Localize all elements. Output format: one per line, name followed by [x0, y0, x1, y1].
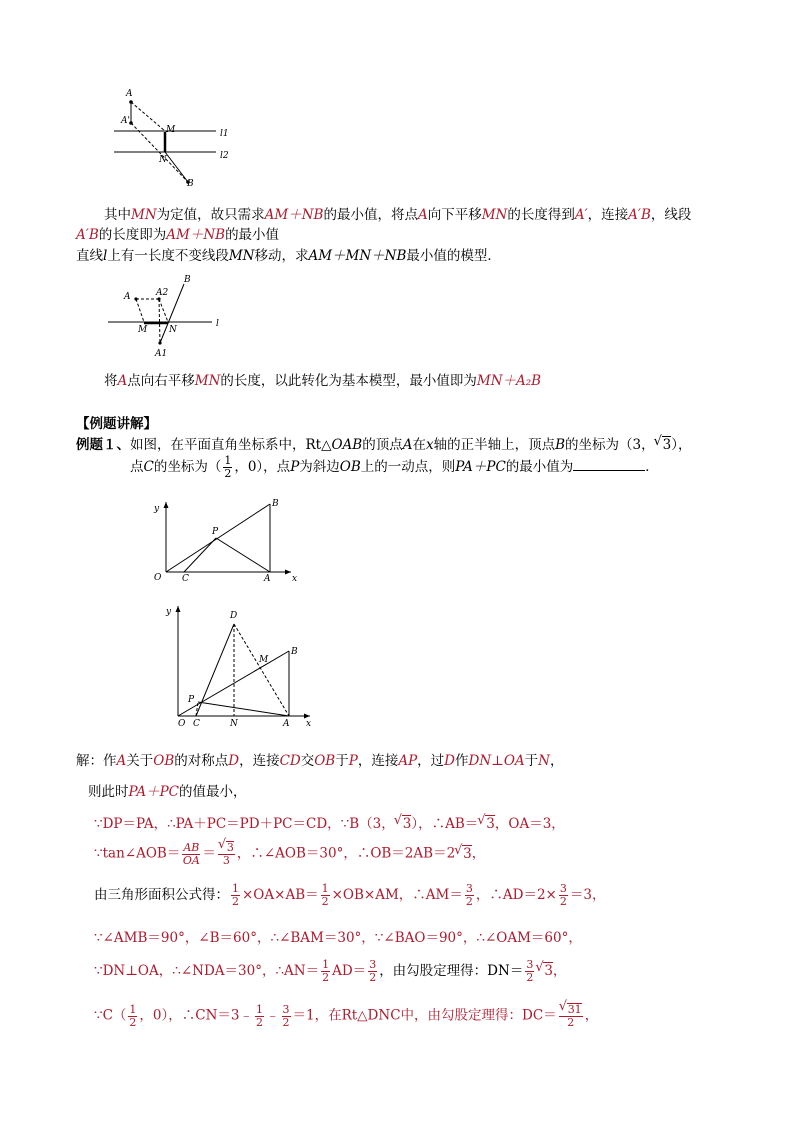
fig4-label-a: A [283, 719, 290, 729]
fig4-label-o: O [178, 719, 186, 729]
figure-solution-construction [158, 600, 318, 732]
paragraph-3: 将A点向右平移MN的长度，以此转化为基本模型，最小值即为MN＋A₂B [104, 373, 542, 389]
paragraph-2: 直线l上有一长度不变线段MN移动，求AM＋MN＋NB最小值的模型． [76, 248, 501, 264]
fig4-label-d: D [230, 611, 238, 621]
fig4-label-m: M [259, 655, 269, 665]
fig4-label-n: N [230, 719, 238, 729]
solution-line-4: ∵tan∠AOB＝ $\frac{AB}{OA}$ ＝ √ $\frac{3}{3}$ ，∴∠AOB＝30°，∴OB＝2AB＝2√ 3， [94, 841, 485, 867]
paragraph-1-line-1: 其中MN为定值，故只需求AM＋NB的最小值，将点A向下平移MN的长度得到A′，连接A′B，线段 [104, 207, 692, 223]
fig2-label-m: M [138, 325, 148, 335]
fig2-label-l: l [216, 319, 219, 329]
solution-line-3: ∵DP＝PA，∴PA＋PC＝PD＋PC＝CD，∵B（3，√ 3），∴AB＝√ 3，OA＝3， [94, 812, 565, 832]
fig1-label-l2: l2 [220, 151, 229, 161]
solution-line-5: 由三角形面积公式得： $\frac{1}{2}$ ×OA×AB＝ $\frac{1}{2}$ ×OB×AM，∴AM＝ $\frac{3}{2}$ ，∴AD＝2× $\frac{3}{2}$ ＝3， [94, 882, 606, 908]
fig3-label-y: y [154, 504, 160, 514]
example-line-1: 例题１、如图，在平面直角坐标系中，Rt△OAB的顶点A在x轴的正半轴上，顶点B的坐标为（3，√ 3）， [76, 433, 691, 453]
fig4-label-c: C [193, 719, 200, 729]
fig4-label-y: y [166, 607, 172, 617]
figure-translation-model-2 [104, 270, 224, 365]
fig3-label-p: P [212, 527, 219, 537]
fig3-label-b: B [272, 499, 279, 509]
fig1-label-a: A [126, 89, 133, 99]
fig1-label-b: B [187, 179, 194, 189]
example-line-2: 点C的坐标为（ $\frac{1}{2}$ ，0），点P为斜边OB上的一动点，则PA＋PC的最小值为 ． [130, 454, 659, 480]
figure-translation-model-1 [108, 84, 238, 189]
fig4-label-p: P [188, 695, 195, 705]
solution-line-8: ∵C（ $\frac{1}{2}$ ，0），∴CN＝3﹣ $\frac{1}{2}$ ﹣ $\frac{3}{2}$ ＝1，在Rt△DNC中，由勾股定理得：DC＝ √ $\frac{31}{2}$ ， [94, 1003, 598, 1029]
fig3-label-o: O [154, 573, 162, 583]
fig4-label-b: B [291, 647, 298, 657]
paragraph-1-line-2: A′B的长度即为AM＋NB的最小值 [76, 227, 280, 243]
fig4-label-x: x [306, 719, 312, 729]
fig3-label-a: A [264, 574, 271, 584]
figure-coordinate-problem [146, 496, 306, 588]
fig1-label-n: N [159, 155, 167, 165]
solution-line-7: ∵DN⊥OA，∴∠NDA＝30°，∴AN＝ $\frac{1}{2}$ AD＝ $\frac{3}{2}$ ，由勾股定理得：DN＝ $\frac{3}{2}$ √ 3， [94, 959, 566, 984]
fig2-label-a2: A2 [156, 288, 169, 298]
fig1-label-l1: l1 [220, 129, 229, 139]
solution-line-1: 解：作A关于OB的对称点D，连接CD交OB于P，连接AP，过D作DN⊥OA于N， [76, 753, 564, 769]
solution-line-6: ∵∠AMB＝90°，∠B＝60°，∴∠BAM＝30°，∵∠BAO＝90°，∴∠OAM＝60°， [94, 930, 582, 946]
fig2-label-a1: A1 [155, 349, 168, 359]
fig3-label-c: C [182, 574, 189, 584]
fig1-label-m: M [166, 125, 176, 135]
fig2-label-n: N [169, 325, 177, 335]
answer-blank [573, 470, 645, 471]
fig2-label-b: B [184, 275, 191, 285]
solution-line-2: 则此时PA＋PC的值最小， [88, 784, 247, 800]
fig3-label-x: x [292, 574, 298, 584]
section-title: 【例题讲解】 [76, 416, 157, 432]
fig1-label-a-prime: A' [121, 116, 130, 126]
fig2-label-a: A [124, 292, 131, 302]
